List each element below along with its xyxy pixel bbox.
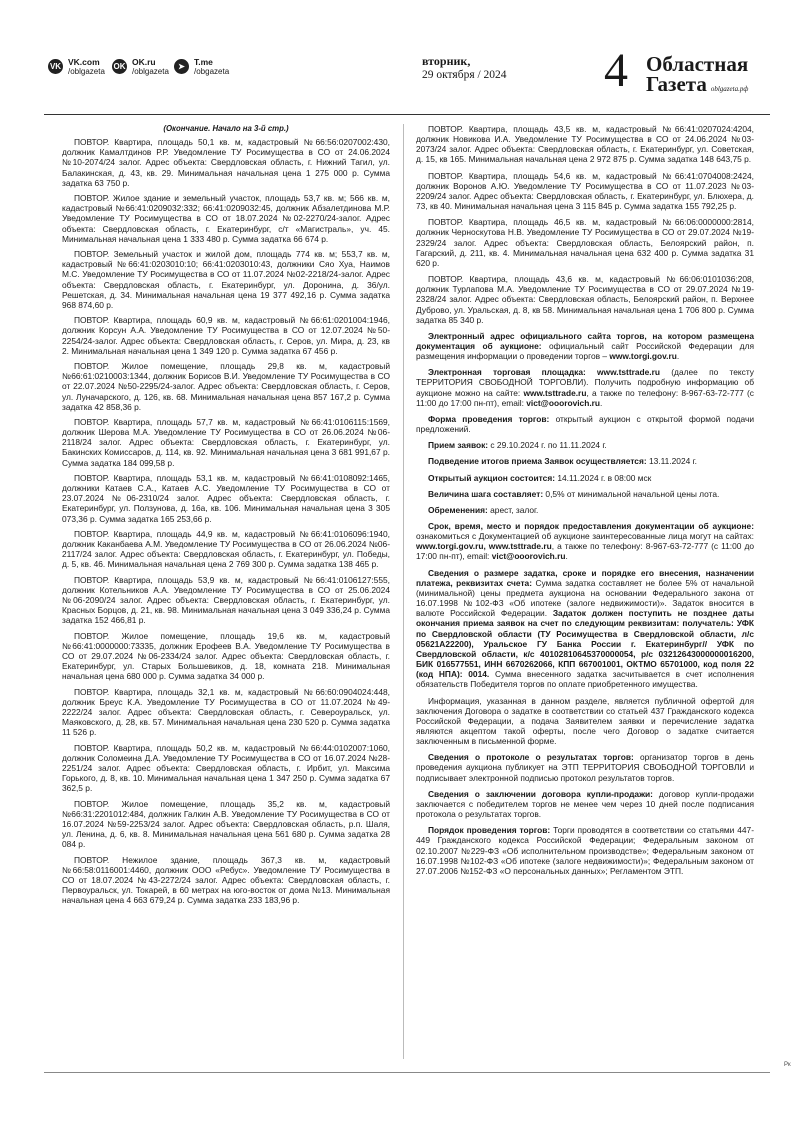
page-header — [48, 44, 768, 97]
site-link[interactable]: www.torgi.gov.ru — [609, 351, 677, 362]
social-name: VK.com — [68, 57, 100, 67]
lot-paragraph: ПОВТОР. Квартира, площадь 53,9 кв. м, кадастровый №66:41:0106127:555, должник Котельников А.А. Уведомление ТУ Росимущества в СО от 25.06.2024 №06-2090/24 залог. Адрес объекта: Свердловская область, г. Екатеринбург, ул. Красных Борцов, д. 21, кв. 98. Минимальная начальная цена 3 049 336,24 р. Сумма задатка 152 466,81 р. — [62, 574, 390, 626]
lot-paragraph: ПОВТОР. Квартира, площадь 44,9 кв. м, кадастровый №66:41:0106096:1940, должник Каканбаева А.М. Уведомление ТУ Росимущества в СО от 26.06.2024 №06-2117/24 залог. Адрес объекта: Свердловская область, г. Екатеринбург, ул. Победы, д. 5, кв. 46. Минимальная начальная цена 2 769 300 р. Сумма задатка 138 465 р. — [62, 528, 390, 570]
contract-paragraph: Сведения о заключении договора купли-продажи: договор купли-продажи заключается с победителем торгов не менее чем через 10 дней после подписания протокола о результатах торгов. — [416, 788, 754, 820]
lot-paragraph: ПОВТОР. Квартира, площадь 53,1 кв. м, кадастровый №66:41:0108092:1465, должники Катаев С.А., Катаев А.С. Уведомление ТУ Росимущества в СО от 23.07.2024 №06-2310/24 залог. Адрес объекта: Свердловская область, г. Екатеринбург, ул. Ползунова, д. 16а, кв. 106. Минимальная начальная цена 3 305 073,36 р. Сумма задатка 165 253,66 р. — [62, 472, 390, 524]
continuation-note: (Окончание. Начало на 3-й стр.) — [163, 124, 289, 133]
social-name: OK.ru — [132, 57, 156, 67]
lot-paragraph: ПОВТОР. Квартира, площадь 57,7 кв. м, кадастровый №66:41:0106115:1569, должник Шерова М.А. Уведомление ТУ Росимущества в СО от 26.06.2024 №06-2118/24 залог. Адрес объекта: Свердловская область, г. Екатеринбург, ул. Бакинских Комиссаров, д. 114, кв. 92. Минимальная начальная цена 3 681 991,67 р. Сумма задатка 184 099,58 р. — [62, 417, 390, 468]
left-column — [62, 124, 390, 911]
lot-paragraph: ПОВТОР. Жилое помещение, площадь 29,8 кв. м, кадастровый №66:61:0210003:1344, должник Борисов В.И. Уведомление ТУ Росимущества в СО от 22.07.2024 №50-2295/24-залог. Адрес объекта: Свердловская область, г. Серов, ул. Луначарского, д. 126, кв. 68. Минимальная начальная цена 857 167,2 р. Сумма задатка 42 858,36 р. — [62, 361, 390, 412]
social-handle: /oblgazeta — [132, 67, 169, 76]
deposit-paragraph: Сведения о размере задатка, сроке и порядке его внесения, назначении платежа, реквизитах счета: Сумма задатка составляет не более 5% от начальной (минимальной) цены предмета аукциона на основании Федерального закона от 16.07.1998 №102-ФЗ «Об ипотеке (залоге недвижимости)». Задаток вносится в валюте Российской Федерации. Задаток должен поступить не позднее даты окончания приема заявок на счет по следующим реквизитам: получатель: УФК по Свердловской области (ТУ Росимущества в Свердловской области, л/с 05621А22200), Уральское ГУ Банка России г. Екатеринбург// УФК по Свердловской области, к/с 40102810645370000054, р/с 03212643000000016200, БИК 016577551, ИНН 6670262066, КПП 667001001, ОКТМО 65701000, код поля 22 (код НПА): 0014. Сумма внесенного задатка засчитывается в счет исполнения обязательств Победителя торгов по оплате приобретенного имущества. — [416, 567, 755, 690]
platform-link[interactable]: www.tsttrade.ru — [523, 387, 587, 398]
lot-paragraph: ПОВТОР. Квартира, площадь 54,6 кв. м, кадастровый №66:41:0704008:2424, должник Воронов А.Ю. Уведомление ТУ Росимущества в СО от 11.07.2023 №03-2209/24 залог. Адрес объекта: Свердловская область, г. Екатеринбург, ул. Блюхера, д. 73, кв 40. Минимальная начальная цена 3 115 845 р. Сумма задатка 155 792,25 р. — [416, 170, 754, 212]
social-vk[interactable] — [48, 58, 105, 76]
lot-paragraph: ПОВТОР. Квартира, площадь 43,5 кв. м, кадастровый №66:41:0207024:4204, должник Новикова И.А. Уведомление ТУ Росимущества в СО от 24.06.2024 №03-2073/24 залог. Адрес объекта: Свердловская область, г. Екатеринбург, ул. Советская, д. 15, кв 165. Минимальная начальная цена 2 972 875 р. Сумма задатка 148 643,75 р. — [416, 124, 754, 165]
telegram-icon: ➤ — [174, 59, 189, 74]
social-telegram[interactable] — [174, 58, 229, 76]
form-paragraph: Форма проведения торгов: открытый аукцион с открытой формой подачи предложений. — [416, 413, 754, 435]
lot-paragraph: ПОВТОР. Квартира, площадь 46,5 кв. м, кадастровый №66:06:0000000:2814, должник Черноскутова Н.В. Уведомление ТУ Росимущества в СО от 29.07.2024 №19-2329/24 залог. Адрес объекта: Свердловская область, Белоярский район, п. Гагарский, д. 211, кв. 4. Минимальная начальная цена 632 400 р. Сумма задатка 31 620 р. — [416, 217, 754, 268]
lot-paragraph: ПОВТОР. Квартира, площадь 60,9 кв. м, кадастровый №66:61:0201004:1946, должник Корсун А.А. Уведомление ТУ Росимущества в СО от 12.07.2024 №50-2254/24-залог. Адрес объекта: Свердловская область, г. Серов, ул. Мира, д. 23, кв 2. Минимальная начальная цена 1 349 120 р. Сумма задатка 67 456 р. — [62, 315, 390, 356]
lot-paragraph: ПОВТОР. Квартира, площадь 50,2 кв. м, кадастровый №66:44:0102007:1060, должник Соломеина Д.А. Уведомление ТУ Росимущества в СО от 16.07.2024 №28-2251/24 залог. Адрес объекта: Свердловская область, г. Ирбит, ул. Максима Горького, д. 8, кв. 10. Минимальная начальная цена 1 347 250 р. Сумма задатка 67 362,5 р. — [62, 742, 390, 794]
docs-email[interactable]: vict@ooorovich.ru — [491, 551, 566, 562]
weekday: вторник, — [422, 54, 471, 68]
burden-paragraph: Обременения: арест, залог. — [428, 504, 539, 515]
protocol-paragraph: Сведения о протоколе о результатах торгов: организатор торгов в день проведения аукциона публикует на ЭТП ТЕРРИТОРИЯ СВОБОДНОЙ ТОРГОВЛИ и подписывает электронной подписью протокол результатов торгов. — [416, 752, 754, 783]
right-column — [416, 124, 754, 882]
lot-paragraph: ПОВТОР. Нежилое здание, площадь 367,3 кв. м, кадастровый №66:58:0116001:4460, должник ООО «Ребус». Уведомление ТУ Росимущества в СО от 18.07.2024 №43-2272/24 залог. Адрес объекта: Свердловская область, г. Первоуральск, ул. Токарей, в 60 метрах на юго-восток от дома №13. Минимальная начальная цена 4 663 679,24 р. Сумма задатка 233 183,96 р. — [62, 854, 390, 906]
bank-details: Задаток должен поступить не позднее даты окончания приема заявок на счет по следующим реквизитам: получатель: УФК по Свердловской области (ТУ Росимущества в Свердловской области, л/с 05621А22200), Уральское ГУ Банка России г. Екатеринбург// УФК по Свердловской области, к/с 40102810645370000054, р/с 03212643000000016200, БИК 016577551, ИНН 6670262066, КПП 667001001, ОКТМО 65701000, код поля 22 (код НПА): 0014. — [416, 608, 754, 680]
step-paragraph: Величина шага составляет: 0,5% от минимальной начальной цены лота. — [428, 488, 720, 499]
social-name: T.me — [194, 57, 213, 67]
docs-paragraph: Срок, время, место и порядок предоставления документации об аукционе: ознакомиться с Документацией об аукционе заинтересованные лица могут на сайтах: www.torgi.gov.ru, www.tsttrade.ru, а также по телефону: 8-967-63-72-777 (с 11:00 до 17:00 пн-пт), email: vict@ooorovich.ru. — [416, 521, 754, 562]
lot-paragraph: ПОВТОР. Квартира, площадь 43,6 кв. м, кадастровый №66:06:0101036:208, должник Турлапова М.А. Уведомление ТУ Росимущества в СО от 29.07.2024 №19-2328/24 залог. Адрес объекта: Свердловская область, Белоярский район, п. Верхнее Дуброво, ул. Уральская, д. 8, кв 58. Минимальная начальная цена 1 706 800 р. Сумма задатка 85 340 р. — [416, 274, 754, 325]
issue-date — [422, 54, 507, 82]
social-handle: /obgazeta — [194, 67, 230, 76]
footer-mark: Рк — [784, 1062, 791, 1068]
offer-paragraph: Информация, указанная в данном разделе, является публичной офертой для заключения Договора о задатке в соответствии со статьей 437 Гражданского кодекса Российской Федерации, а подача Заявителем заявки и перечисление задатка являются акцептом такой оферты, после чего Договор о задатке считается заключенным в письменной форме. — [416, 695, 754, 747]
intake-paragraph: Прием заявок: с 29.10.2024 г. по 11.11.2024 г. — [428, 440, 607, 451]
social-ok[interactable] — [112, 58, 169, 76]
ok-icon: OK — [112, 59, 127, 74]
lot-paragraph: ПОВТОР. Жилое помещение, площадь 35,2 кв. м, кадастровый №66:31:2201012:484, должник Галкин А.В. Уведомление ТУ Росимущества в СО от 16.07.2024 №59-2253/24 залог. Адрес объекта: Свердловская область, р.п. Шаля, ул. Ленина, д. 6, кв. 8. Минимальная начальная цена 561 680 р. Сумма задатка 28 084 р. — [62, 798, 390, 850]
paper-title-line2: Газета — [646, 72, 707, 96]
lot-paragraph: ПОВТОР. Квартира, площадь 50,1 кв. м, кадастровый №66:56:0207002:430, должник Камалтдинов Р.Р. Уведомление ТУ Росимущества в СО от 24.06.2024 №10-2074/24 залог. Адрес объекта: Свердловская область, г. Нижний Тагил, ул. Балакинская, д. 43, кв. 29. Минимальная начальная цена 1 275 000 р. Сумма задатка 63 750 р. — [62, 137, 390, 188]
lot-list-left — [62, 137, 390, 905]
order-paragraph: Порядок проведения торгов: Торги проводятся в соответствии со статьями 447-449 Гражданского кодекса Российской Федерации; Федеральным законом от 02.10.2007 №229-ФЗ «Об исполнительном производстве»; Федеральным законом от 16.07.1998 №102-ФЗ «Об ипотеке (залоге недвижимости)»; Федеральным законом от 27.07.2006 №152-ФЗ «О персональных данных»; Регламентом ЭТП. — [416, 825, 754, 876]
docs-links[interactable]: www.torgi.gov.ru, www.tsttrade.ru — [416, 541, 552, 552]
column-divider — [403, 124, 404, 1059]
lot-paragraph: ПОВТОР. Квартира, площадь 32,1 кв. м, кадастровый №66:60:0904024:448, должник Бреус К.А. Уведомление ТУ Росимущества в СО от 11.07.2024 №49-2222/24 залог. Адрес объекта: Свердловская область, г. Североуральск, ул. Маяковского, д. 28, кв. 57. Минимальная начальная цена 230 520 р. Сумма задатка 11 526 р. — [62, 686, 390, 738]
platform-paragraph: Электронная торговая площадка: www.tsttrade.ru (далее по тексту ТЕРРИТОРИЯ СВОБОДНОЙ ТОРГОВЛИ). Получить подробную информацию об аукционе можно на сайте: www.tsttrade.ru, а также по телефону: 8-967-63-72-777 (с 11:00 до 17:00 пн-пт), email: vict@ooorovich.ru. — [416, 367, 754, 408]
newspaper-title — [646, 54, 748, 99]
lot-paragraph: ПОВТОР. Земельный участок и жилой дом, площадь 774 кв. м; 553,7 кв. м, кадастровый №66:41:0203010:10; 66:41:0203010:43, должники Сяо Хуа, Наимов М.С. Уведомление ТУ Росимущества в СО от 11.07.2024 №02-2218/24-залог. Адрес объекта: Свердловская область, г. Екатеринбург, ул. Доронина, д. 36/ул. Решетская, д. 34. Минимальная начальная цена 19 377 492,16 р. Сумма задатка 968 874,60 р. — [62, 249, 390, 310]
social-handle: /oblgazeta — [68, 67, 105, 76]
site-paragraph: Электронный адрес официального сайта торгов, на котором размещена документация об аукционе: официальный сайт Российской Федерации для размещения информации о проведении торгов – www.torgi.gov.ru. — [416, 330, 754, 362]
date-text: 29 октября / 2024 — [422, 69, 507, 81]
paper-title-line1: Областная — [646, 52, 749, 76]
platform-email[interactable]: vict@ooorovich.ru — [526, 397, 601, 408]
lot-paragraph: ПОВТОР. Жилое помещение, площадь 19,6 кв. м, кадастровый №66:41:0000000:73335, должник Ерофеев В.А. Уведомление ТУ Росимущества в СО от 29.07.2024 №06-2334/24 залог. Адрес объекта: Свердловская область, г. Екатеринбург, ул. Старых Большевиков, д. 18, комната 218. Минимальная начальная цена 680 000 р. Сумма задатка 34 000 р. — [62, 630, 390, 682]
results-paragraph: Подведение итогов приема Заявок осуществляется: 13.11.2024 г. — [428, 456, 697, 467]
page-number: 4 — [604, 44, 628, 97]
vk-icon: VK — [48, 59, 63, 74]
footer-rule — [44, 1072, 770, 1073]
open-auction-paragraph: Открытый аукцион состоится: 14.11.2024 г. в 08:00 мск — [428, 472, 652, 483]
lot-paragraph: ПОВТОР. Жилое здание и земельный участок, площадь 53,7 кв. м; 566 кв. м, кадастровый №66:41:0209032:332; 66:41:0209032:45, должник Абзалетдинова М.Р. Уведомление ТУ Росимущества в СО от 18.07.2024 №02-2270/24-залог. Адрес объекта: Свердловская область, г. Екатеринбург, с/т «Магистраль», уч. 45. Минимальная начальная цена 1 333 480 р. Сумма задатка 66 674 р. — [62, 193, 390, 244]
header-rule — [44, 114, 770, 115]
lot-list-right — [416, 124, 754, 325]
paper-site: oblgazeta.рф — [710, 85, 749, 93]
